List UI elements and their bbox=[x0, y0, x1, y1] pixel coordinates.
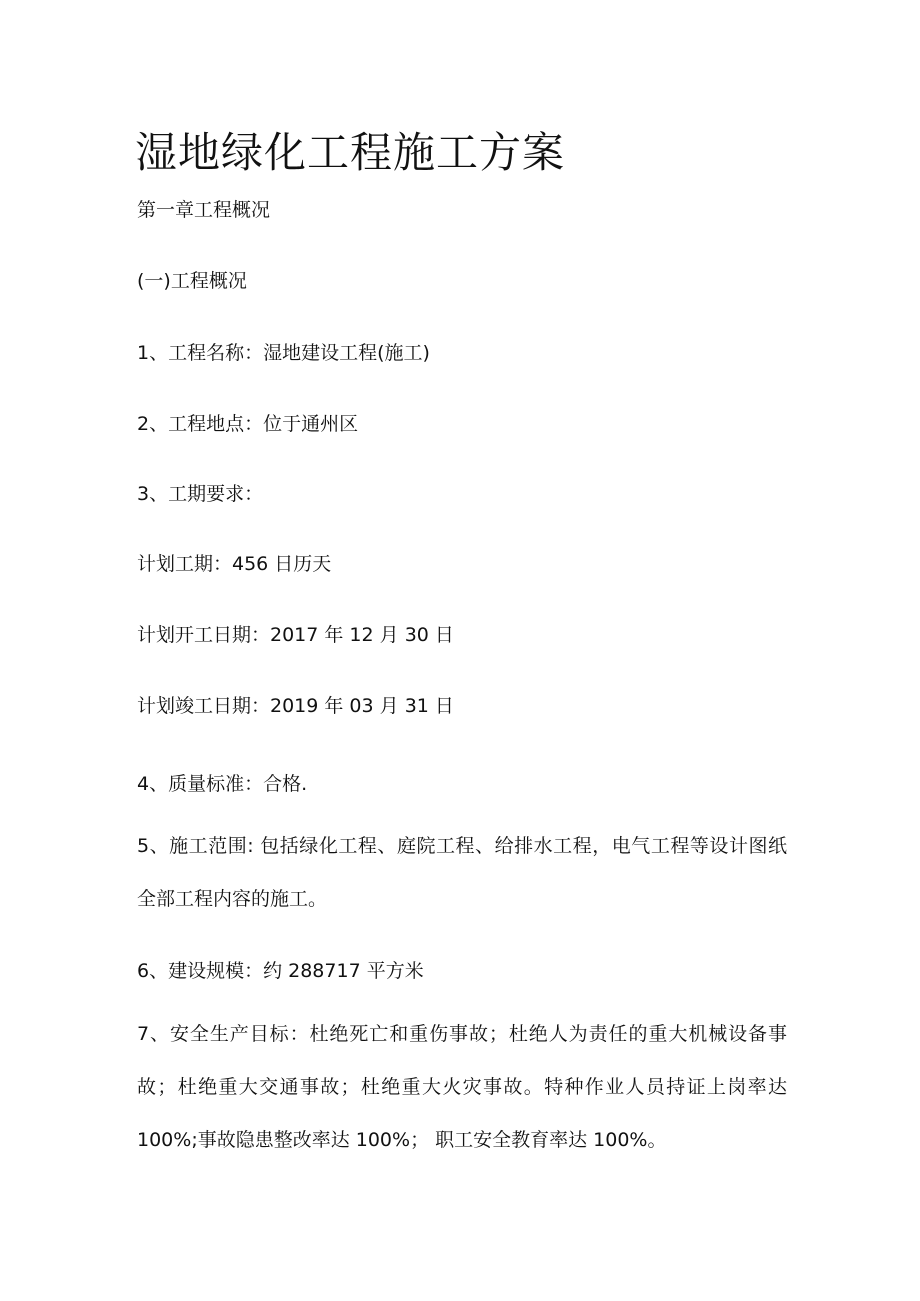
item-project-location: 2、工程地点：位于通州区 bbox=[137, 413, 359, 435]
item-construction-scale: 6、建设规模：约 288717 平方米 bbox=[137, 960, 424, 982]
item-construction-scope: 5、施工范围: 包括绿化工程、庭院工程、给排水工程，电气工程等设计图纸全部工程内容的施工。 bbox=[137, 835, 787, 910]
item-quality-standard: 4、质量标准：合格. bbox=[137, 773, 308, 795]
section-heading: (一)工程概况 bbox=[137, 270, 247, 292]
item-period-heading: 3、工期要求： bbox=[137, 483, 264, 505]
item-safety-goals: 7、安全生产目标：杜绝死亡和重伤事故；杜绝人为责任的重大机械设备事故；杜绝重大交通事故；杜绝重大火灾事故。特种作业人员持证上岗率达100%;事故隐患整改率达 100%； 职工安全教育率达 100%。 bbox=[137, 1023, 787, 1151]
item-project-name: 1、工程名称：湿地建设工程(施工) bbox=[137, 342, 430, 364]
item-planned-start: 计划开工日期：2017 年 12 月 30 日 bbox=[137, 624, 454, 646]
item-planned-duration: 计划工期：456 日历天 bbox=[137, 553, 332, 575]
document-title: 湿地绿化工程施工方案 bbox=[135, 128, 566, 177]
item-planned-end: 计划竣工日期：2019 年 03 月 31 日 bbox=[137, 695, 454, 717]
chapter-heading: 第一章工程概况 bbox=[137, 199, 271, 221]
